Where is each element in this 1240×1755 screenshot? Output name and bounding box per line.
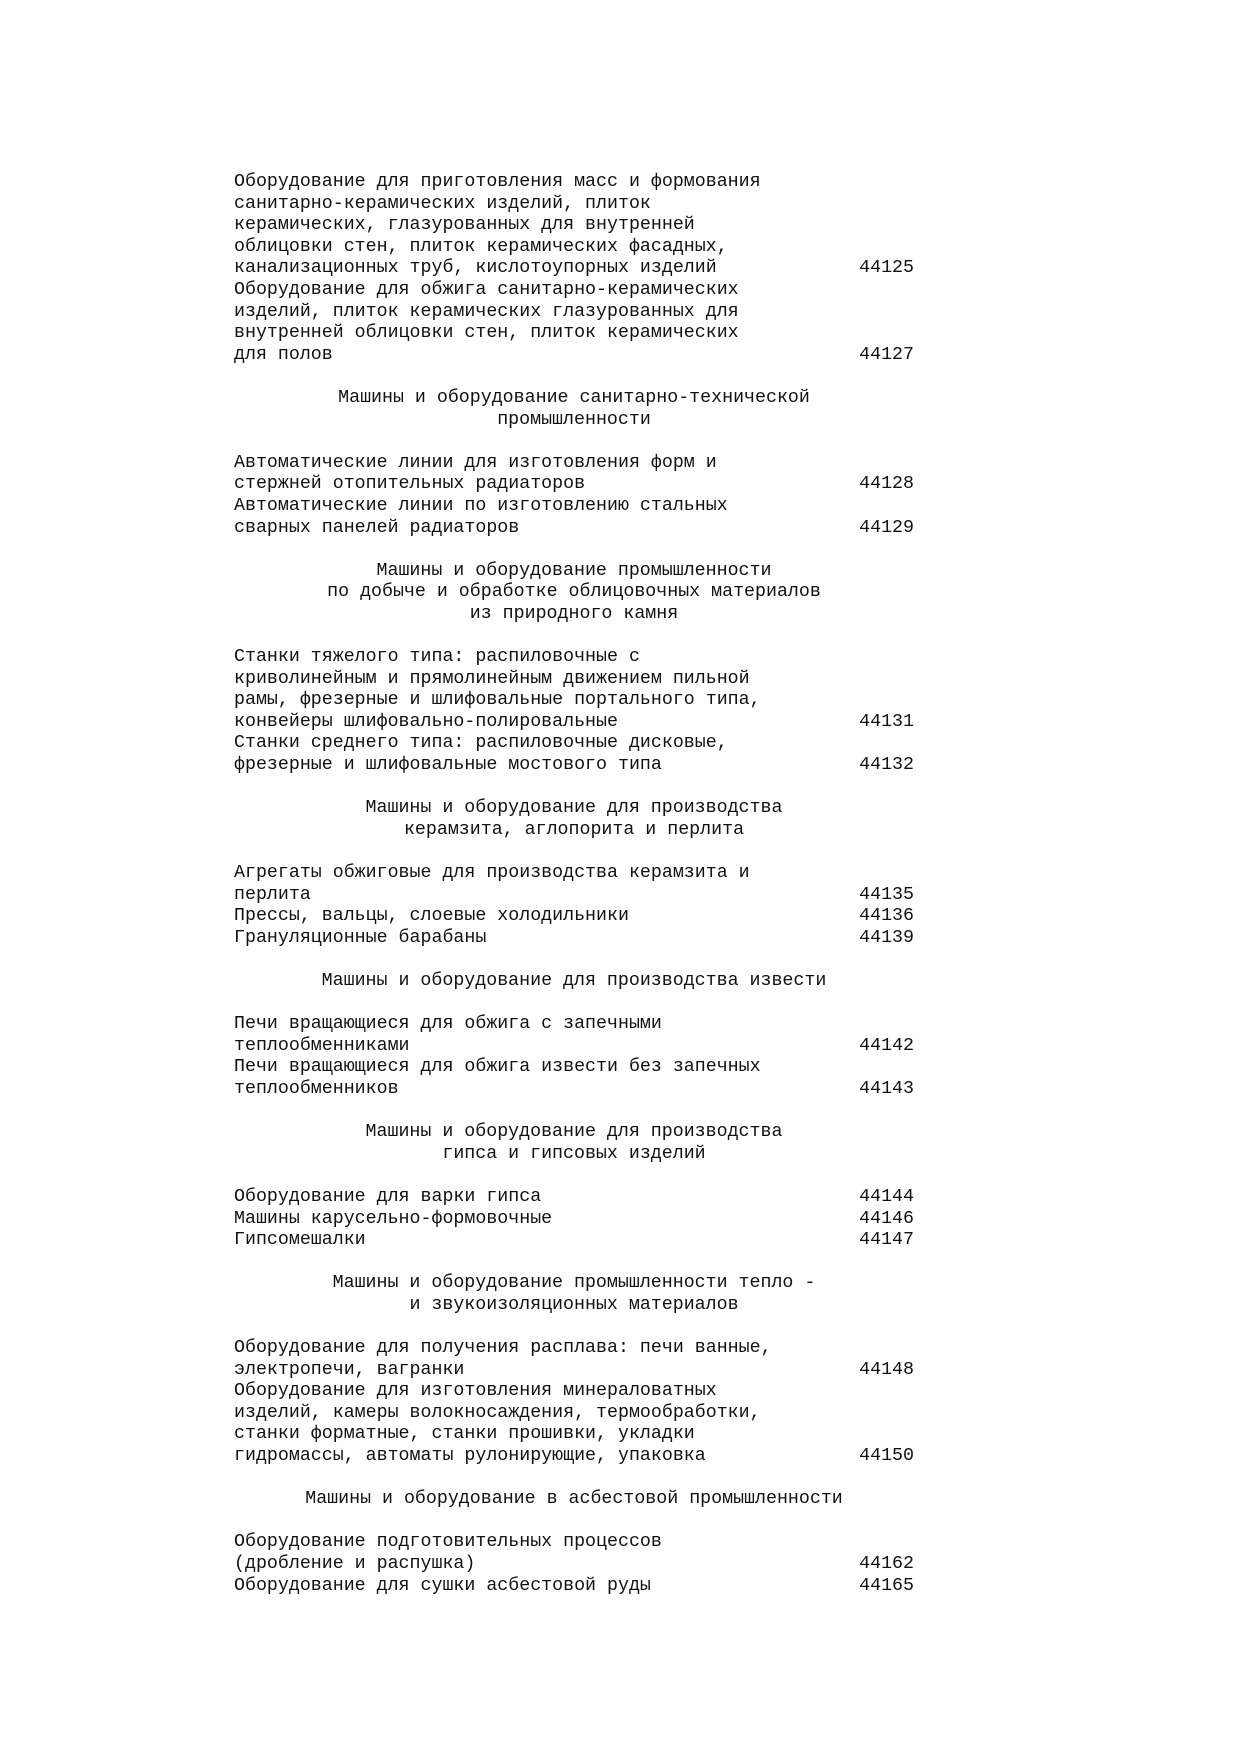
section-1 [234,366,914,539]
entry-code: 44150 [859,1446,914,1467]
spacer [234,1316,914,1338]
entry-text-line: облицовки стен, плиток керамических фасадных, [234,236,728,257]
spacer [234,1511,914,1533]
entry-text-line: Агрегаты обжиговые для производства керамзита и [234,863,750,883]
section-4 [234,949,914,1100]
entry-text-line: внутренней облицовки стен, плиток керамических [234,323,739,344]
equipment-entry [234,1209,914,1231]
entry-text-line: Оборудование для получения расплава: печи ванные, [234,1338,772,1359]
entry-text-line: теплообменниками [234,1035,410,1056]
equipment-entry [234,496,914,539]
entry-code: 44146 [859,1208,914,1229]
entry-text-line: санитарно-керамических изделий, плиток [234,193,651,214]
section-heading: Машины и оборудование для производства [365,1122,783,1143]
section-heading: гипса и гипсовых изделий [442,1143,706,1164]
entry-code: 44135 [859,884,914,905]
entry-text-line: сварных панелей радиаторов [234,517,520,538]
section-5 [234,1101,914,1252]
entry-text-line: керамических, глазурованных для внутренней [234,215,695,236]
entry-text-line: Оборудование для обжига санитарно-керамических [234,279,739,300]
spacer [234,431,914,453]
section-heading: керамзита, аглопорита и перлита [403,819,745,840]
entry-text-line: Машины карусельно-формовочные [234,1208,553,1229]
section-heading: Машины и оборудование промышленности тепло - [332,1273,816,1294]
equipment-entry [234,906,914,928]
entry-text-line: Оборудование для приготовления масс и формования [234,172,761,192]
entry-text-line: Автоматические линии для изготовления форм и [234,452,717,473]
entry-code: 44143 [859,1078,914,1099]
equipment-entry [234,1381,914,1467]
entry-text-line: рамы, фрезерные и шлифовальные портального типа, [234,690,761,711]
entry-code: 44125 [859,258,914,279]
entry-text-line: криволинейным и прямолинейным движением пильной [234,668,750,689]
equipment-entry [234,733,914,776]
section-heading: Машины и оборудование в асбестовой промышленности [305,1489,843,1510]
equipment-entry [234,453,914,496]
entry-code: 44132 [859,755,914,776]
entry-code: 44144 [859,1186,914,1207]
entry-code: 44148 [859,1359,914,1380]
entry-text-line: перлита [234,884,311,905]
entry-text-line: Гипсомешалки [234,1230,366,1251]
entry-text-line: стержней отопительных радиаторов [234,474,586,495]
entry-code: 44131 [859,711,914,732]
spacer [234,1468,914,1490]
entry-text-line: Печи вращающиеся для обжига извести без запечных [234,1057,761,1078]
equipment-entry [234,172,914,280]
equipment-entry [234,1187,914,1209]
entry-code: 44128 [859,474,914,495]
equipment-entry [234,1532,914,1575]
spacer [234,366,914,388]
section-7 [234,1468,914,1598]
entry-text-line: гидромассы, автоматы рулонирующие, упаковка [234,1446,706,1467]
section-heading: из природного камня [469,603,679,624]
section-3 [234,777,914,950]
section-heading: Машины и оборудование санитарно-технической [338,387,810,408]
entry-text-line: Прессы, вальцы, слоевые холодильники [234,906,629,927]
section-heading: Машины и оборудование промышленности [376,560,772,581]
section-2 [234,539,914,777]
entry-text-line: Оборудование для изготовления минераловатных [234,1381,717,1402]
equipment-entry [234,647,914,733]
entry-text-line: изделий, плиток керамических глазурованных для [234,301,739,322]
entry-text-line: Станки тяжелого типа: распиловочные с [234,647,640,668]
entry-text-line: фрезерные и шлифовальные мостового типа [234,755,662,776]
entry-text-line: электропечи, вагранки [234,1359,465,1380]
entry-text-line: Автоматические линии по изготовлению стальных [234,495,728,516]
equipment-entry [234,280,914,366]
equipment-entry [234,863,914,906]
entry-code: 44136 [859,906,914,927]
entry-text-line: Оборудование для варки гипса [234,1186,542,1207]
equipment-entry [234,928,914,950]
entry-code: 44127 [859,344,914,365]
spacer [234,993,914,1015]
spacer [234,777,914,799]
equipment-entry [234,1014,914,1057]
spacer [234,1165,914,1187]
entry-text-line: Оборудование для сушки асбестовой руды [234,1575,651,1596]
section-6 [234,1252,914,1468]
section-0 [234,172,914,366]
section-heading: Машины и оборудование для производства [365,798,783,819]
document-page [234,172,914,1597]
entry-text-line: изделий, камеры волокносаждения, термообработки, [234,1402,761,1423]
entry-text-line: Печи вращающиеся для обжига с запечными [234,1014,662,1035]
entry-code: 44165 [859,1575,914,1596]
entry-code: 44147 [859,1230,914,1251]
entry-text-line: теплообменников [234,1078,399,1099]
entry-text-line: (дробление и распушка) [234,1554,476,1574]
spacer [234,949,914,971]
equipment-entry [234,1230,914,1252]
entry-code: 44142 [859,1035,914,1056]
entry-code: 44129 [859,517,914,538]
entry-text-line: канализационных труб, кислотоупорных изделий [234,258,717,279]
entry-text-line: станки форматные, станки прошивки, укладки [234,1424,695,1445]
entry-text-line: Грануляционные барабаны [234,927,487,948]
equipment-entry [234,1057,914,1100]
section-heading: промышленности [497,409,651,430]
equipment-entry [234,1338,914,1381]
entry-text-line: Станки среднего типа: распиловочные дисковые, [234,733,728,754]
spacer [234,1252,914,1274]
section-heading: по добыче и обработке облицовочных материалов [327,582,821,603]
entry-text-line: для полов [234,344,333,365]
spacer [234,1101,914,1123]
section-heading: Машины и оборудование для производства извести [321,970,827,991]
equipment-entry [234,1576,914,1598]
entry-text-line: Оборудование подготовительных процессов [234,1532,662,1553]
spacer [234,625,914,647]
spacer [234,539,914,561]
entry-code: 44139 [859,927,914,948]
section-heading: и звукоизоляционных материалов [409,1294,739,1315]
entry-text-line: конвейеры шлифовально-полировальные [234,711,618,732]
entry-code: 44162 [859,1554,914,1574]
spacer [234,841,914,863]
